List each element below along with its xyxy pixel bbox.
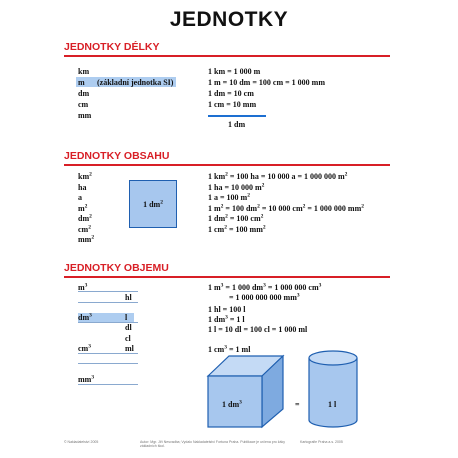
unit-hl: hl xyxy=(125,293,132,302)
length-sample-bar xyxy=(208,115,266,117)
equation-length: 1 dm = 10 cm xyxy=(208,89,254,98)
area-equation: 1 $dm^2 = 100$ $cm^2$ xyxy=(208,213,264,223)
unit-dm3: $dm^3$ xyxy=(78,312,92,322)
area-unit: a xyxy=(78,193,82,202)
length-sample-label: 1 dm xyxy=(228,120,246,129)
volume-equation: 1 hl = 100 l xyxy=(208,305,246,314)
area-equation: 1 $cm^2 = 100$ $mm^2$ xyxy=(208,223,266,234)
unit-m: m xyxy=(78,78,85,87)
area-unit: $m^2$ xyxy=(78,202,88,213)
area-equation: 1 ha = 10 000 $m^2$ xyxy=(208,181,265,192)
unit-cl: cl xyxy=(125,334,131,343)
row-divider xyxy=(78,363,138,364)
area-unit: $dm^2$ xyxy=(78,213,92,223)
footer-copyright: © Nakladatelství 2005 xyxy=(64,440,99,444)
section-divider xyxy=(64,55,390,57)
unit-dl: dl xyxy=(125,323,132,332)
area-equation: 1 $km^2 = 100$ ha = 10 000 a = 1 000 000 $m^2$ xyxy=(208,171,348,181)
volume-equation: 1 l = 10 dl = 100 cl = 1 000 ml xyxy=(208,325,308,334)
equation-length: 1 cm = 10 mm xyxy=(208,100,257,109)
unit-dm: dm xyxy=(78,89,90,98)
area-equation: 1 a = 100 $m^2$ xyxy=(208,192,250,202)
square-label: 1 $dm^2$ xyxy=(143,198,163,209)
section-heading-area: JEDNOTKY OBSAHU xyxy=(64,150,170,162)
unit-cm: cm xyxy=(78,100,89,109)
area-unit: ha xyxy=(78,182,87,192)
section-heading-length: JEDNOTKY DÉLKY xyxy=(64,41,160,53)
unit-mm3: $mm^3$ xyxy=(78,374,95,384)
volume-equation: = 1 000 000 000 $mm^3$ xyxy=(229,292,300,302)
unit-km: km xyxy=(78,67,90,76)
volume-equation: 1 $cm^3 = 1$ ml xyxy=(208,344,251,354)
cube-label: 1 $dm^3$ xyxy=(222,399,242,409)
equation-length: 1 m = 10 dm = 100 cm = 1 000 mm xyxy=(208,78,325,87)
page-title: JEDNOTKY xyxy=(169,8,289,31)
unit-mm: mm xyxy=(78,111,92,120)
area-unit: $km^2$ xyxy=(78,171,92,181)
unit-m-note: (základní jednotka SI) xyxy=(97,78,174,87)
volume-equation: 1 $dm^3 = 1$ l xyxy=(208,314,245,324)
area-equation: 1 $m^2 = 100$ $dm^2 = 10$ 000 $cm^2 = 1$ 000 000 $mm^2$ xyxy=(208,202,365,213)
section-heading-volume: JEDNOTKY OBJEMU xyxy=(64,262,169,274)
unit-cm3: $cm^3$ xyxy=(78,343,91,353)
volume-equation: 1 $m^3 = 1$ 000 $dm^3 = 1$ 000 000 $cm^3$ xyxy=(208,282,322,292)
cylinder-label: 1 l xyxy=(328,400,337,409)
area-unit: $mm^2$ xyxy=(78,234,95,244)
section-divider xyxy=(64,164,390,166)
equals-sign: = xyxy=(295,400,300,409)
section-divider xyxy=(64,276,390,278)
unit-l: l xyxy=(125,313,128,322)
cylinder-1l xyxy=(307,350,359,430)
footer-credits: Autor: Mgr. Jiří Nesvadba; Vydalo Nakladatelství Fortuna Praha. Publikace je určena pro žáky základních škol. xyxy=(140,440,285,448)
unit-ml: ml xyxy=(125,344,134,353)
footer-publisher: Kartografie Praha a.s. 2005 xyxy=(300,440,343,444)
square-1dm2 xyxy=(129,180,177,228)
equation-length: 1 km = 1 000 m xyxy=(208,67,261,76)
unit-m3: $m^3$ xyxy=(78,282,88,292)
cube-1dm3 xyxy=(205,353,287,429)
area-unit: $cm^2$ xyxy=(78,223,91,234)
